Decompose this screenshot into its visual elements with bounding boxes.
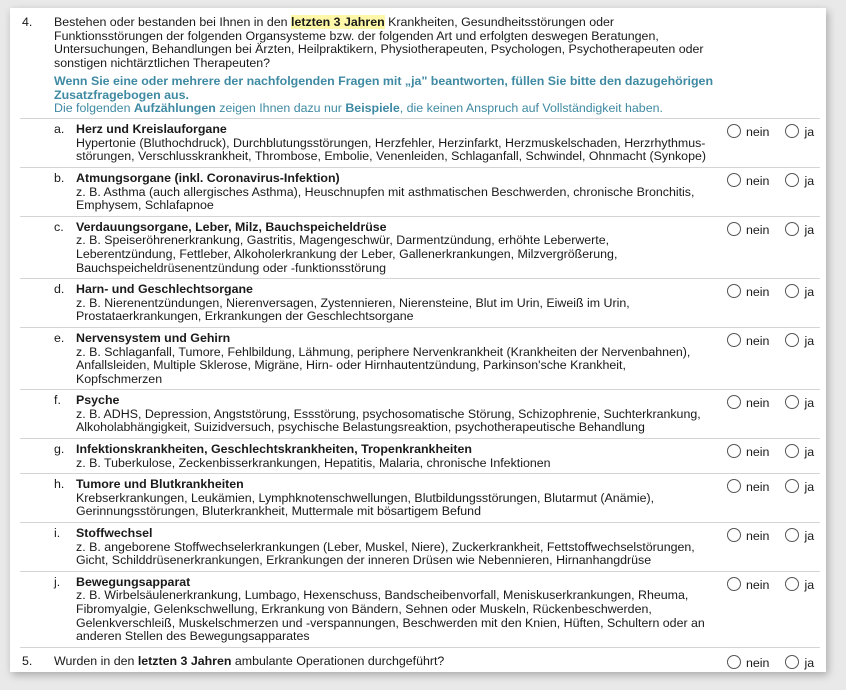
answer-options <box>727 655 827 670</box>
option-nein[interactable]: nein <box>727 577 769 592</box>
option-nein[interactable]: nein <box>727 124 769 139</box>
row-letter: f. <box>54 393 61 408</box>
radio-nein[interactable] <box>727 173 741 187</box>
answer-options <box>727 173 827 188</box>
answer-options <box>727 444 827 459</box>
subquestion-row <box>20 389 820 438</box>
option-ja[interactable]: ja <box>785 124 814 139</box>
subquestion-row <box>20 473 820 522</box>
radio-ja[interactable] <box>785 577 799 591</box>
row-title: Stoffwechsel <box>76 526 153 541</box>
row-description: z. B. Speiseröhrenerkrankung, Gastritis, Magengeschwür, Darmentzündung, erhöhte Leberwerte, Leberentzündung, Fettleber, Alkoholerkrankung der Leber, Gallenerkrankungen, Milzvergrößerung, Bauchspeicheldrüsenentzündung oder -funktionsstörung <box>76 233 618 275</box>
answer-options <box>727 284 827 299</box>
row-description: z. B. Schlaganfall, Tumore, Fehlbildung, Lähmung, periphere Nervenkrankheit (Krankheiten der Nervenbahnen), Anfallsleiden, Multiple Sklerose, Migräne, Hirn- oder Hirnhautentzündung, Parkinson'sche Krankheit, Kopfschmerzen <box>76 344 691 386</box>
subquestion-row <box>20 438 820 473</box>
answer-options <box>727 395 827 410</box>
instruction-note <box>54 75 820 116</box>
row-title: Nervensystem und Gehirn <box>76 330 231 345</box>
row-letter: i. <box>54 526 61 541</box>
option-ja[interactable]: ja <box>785 655 814 670</box>
subquestion-row <box>20 278 820 327</box>
question-number: 5. <box>22 653 33 668</box>
radio-nein[interactable] <box>727 528 741 542</box>
question-text: Bestehen oder bestanden bei Ihnen in den letzten 3 Jahren Krankheiten, Gesundheitsstörungen oder Funktionsstörungen der folgenden Organsysteme bzw. der folgenden Art und erfolgten deswegen Beratungen, Untersuchungen, Behandlungen bei Ärzten, Heilpraktikern, Physiotherapeuten, Psychologen, Psychotherapeuten oder sonstigen nichtärztlichen Therapeuten? <box>54 15 704 71</box>
option-nein[interactable]: nein <box>727 479 769 494</box>
row-description: z. B. Asthma (auch allergisches Asthma), Heuschnupfen mit asthmatischen Beschwerden, chronische Bronchitis, Emphysem, Schlafapnoe <box>76 184 695 213</box>
row-letter: h. <box>54 477 65 492</box>
radio-ja[interactable] <box>785 284 799 298</box>
radio-ja[interactable] <box>785 173 799 187</box>
option-nein[interactable]: nein <box>727 333 769 348</box>
radio-ja[interactable] <box>785 655 799 669</box>
option-ja[interactable]: ja <box>785 528 814 543</box>
row-letter: e. <box>54 330 65 345</box>
instruction-bold: Wenn Sie eine oder mehrere der nachfolgenden Fragen mit „ja" beantworten, füllen Sie bitte den dazugehörigen Zusatzfragebogen aus. <box>54 73 714 102</box>
radio-nein[interactable] <box>727 577 741 591</box>
row-title: Herz und Kreislauforgane <box>76 122 227 137</box>
question-text: Wurden in den letzten 3 Jahren ambulante Operationen durchgeführt? <box>54 653 445 668</box>
form-page <box>10 8 826 672</box>
row-letter: j. <box>54 574 61 589</box>
question-number: 4. <box>22 15 33 29</box>
row-title: Atmungsorgane (inkl. Coronavirus-Infektion) <box>76 170 340 185</box>
radio-nein[interactable] <box>727 395 741 409</box>
option-nein[interactable]: nein <box>727 528 769 543</box>
option-ja[interactable]: ja <box>785 173 814 188</box>
option-nein[interactable]: nein <box>727 444 769 459</box>
form-content <box>20 16 820 668</box>
answer-options <box>727 222 827 237</box>
radio-nein[interactable] <box>727 222 741 236</box>
row-description: Krebserkrankungen, Leukämien, Lymphknotenschwellungen, Blutbildungsstörungen, Blutarmut (Anämie), Gerinnungsstörungen, Bluterkrankheit, Muttermale mit bösartigem Befund <box>76 490 655 519</box>
subquestion-list <box>20 118 820 647</box>
row-letter: g. <box>54 442 65 457</box>
radio-nein[interactable] <box>727 124 741 138</box>
radio-nein[interactable] <box>727 333 741 347</box>
subquestion-row <box>20 167 820 216</box>
radio-ja[interactable] <box>785 333 799 347</box>
subquestion-row <box>20 571 820 647</box>
row-title: Verdauungsorgane, Leber, Milz, Bauchspeicheldrüse <box>76 219 387 234</box>
radio-nein[interactable] <box>727 444 741 458</box>
row-description: z. B. angeborene Stoffwechselerkrankungen (Leber, Muskel, Niere), Zuckerkrankheit, Fettstoffwechselstörungen, Gicht, Schilddrüsenerkrankungen, Erkrankungen der inneren Drüsen wie Nebennieren, Hirnanhangdrüse <box>76 539 695 568</box>
row-description: z. B. Tuberkulose, Zeckenbisserkrankungen, Hepatitis, Malaria, chronische Infektionen <box>76 455 551 470</box>
instruction-examples: Die folgenden Aufzählungen zeigen Ihnen dazu nur Beispiele, die keinen Anspruch auf Vollständigkeit haben. <box>54 101 663 116</box>
option-nein[interactable]: nein <box>727 222 769 237</box>
row-letter: a. <box>54 122 65 137</box>
option-nein[interactable]: nein <box>727 173 769 188</box>
answer-options <box>727 528 827 543</box>
row-title: Infektionskrankheiten, Geschlechtskrankheiten, Tropenkrankheiten <box>76 442 472 457</box>
answer-options <box>727 577 827 592</box>
question-4 <box>20 16 820 116</box>
question-5 <box>20 647 820 668</box>
option-ja[interactable]: ja <box>785 479 814 494</box>
row-description: Hypertonie (Bluthochdruck), Durchblutungsstörungen, Herzfehler, Herzinfarkt, Herzmuskelschaden, Herzrhythmus-störungen, Verschlusskrankheit, Thrombose, Embolie, Venenleiden, Schlaganfall, Schwindel, Ohnmacht (Synkope) <box>76 135 706 164</box>
subquestion-row <box>20 327 820 389</box>
radio-ja[interactable] <box>785 124 799 138</box>
option-nein[interactable]: nein <box>727 284 769 299</box>
option-ja[interactable]: ja <box>785 284 814 299</box>
row-title: Harn- und Geschlechtsorgane <box>76 282 253 297</box>
option-ja[interactable]: ja <box>785 333 814 348</box>
radio-nein[interactable] <box>727 479 741 493</box>
subquestion-row <box>20 118 820 167</box>
option-ja[interactable]: ja <box>785 577 814 592</box>
row-title: Bewegungsapparat <box>76 574 191 589</box>
row-letter: b. <box>54 170 65 185</box>
row-letter: d. <box>54 282 65 297</box>
radio-ja[interactable] <box>785 528 799 542</box>
row-letter: c. <box>54 219 64 234</box>
row-title: Tumore und Blutkrankheiten <box>76 477 244 492</box>
row-description: z. B. Wirbelsäulenerkrankung, Lumbago, Hexenschuss, Bandscheibenvorfall, Meniskuserkrankungen, Rheuma, Fibromyalgie, Gelenkschwellung, Erkrankung von Bändern, Sehnen oder Muskeln, Rückenbeschwerden, Gelenkverschleiß, Muskelschmerzen und -verspannungen, Beschwerden mit den Knien, Hüften, Schultern oder an anderen Stellen des Bewegungsapparates <box>76 588 705 644</box>
radio-ja[interactable] <box>785 444 799 458</box>
radio-ja[interactable] <box>785 222 799 236</box>
option-ja[interactable]: ja <box>785 444 814 459</box>
answer-options <box>727 124 827 139</box>
answer-options <box>727 333 827 348</box>
option-nein[interactable]: nein <box>727 655 769 670</box>
subquestion-row <box>20 216 820 278</box>
subquestion-row <box>20 522 820 571</box>
option-ja[interactable]: ja <box>785 222 814 237</box>
option-nein[interactable]: nein <box>727 395 769 410</box>
highlight-period: letzten 3 Jahren <box>291 15 385 29</box>
row-title: Psyche <box>76 393 120 408</box>
row-description: z. B. Nierenentzündungen, Nierenversagen, Zystennieren, Nierensteine, Blut im Urin, Eiweiß im Urin, Prostataerkrankungen, Erkrankungen der Geschlechtsorgane <box>76 295 630 324</box>
answer-options <box>727 479 827 494</box>
radio-ja[interactable] <box>785 395 799 409</box>
radio-nein[interactable] <box>727 655 741 669</box>
radio-nein[interactable] <box>727 284 741 298</box>
option-ja[interactable]: ja <box>785 395 814 410</box>
radio-ja[interactable] <box>785 479 799 493</box>
row-description: z. B. ADHS, Depression, Angststörung, Essstörung, psychosomatische Störung, Schizophrenie, Suchterkrankung, Alkoholabhängigkeit, Suizidversuch, psychische Belastungsreaktion, psychotherapeutische Behandlung <box>76 406 701 435</box>
